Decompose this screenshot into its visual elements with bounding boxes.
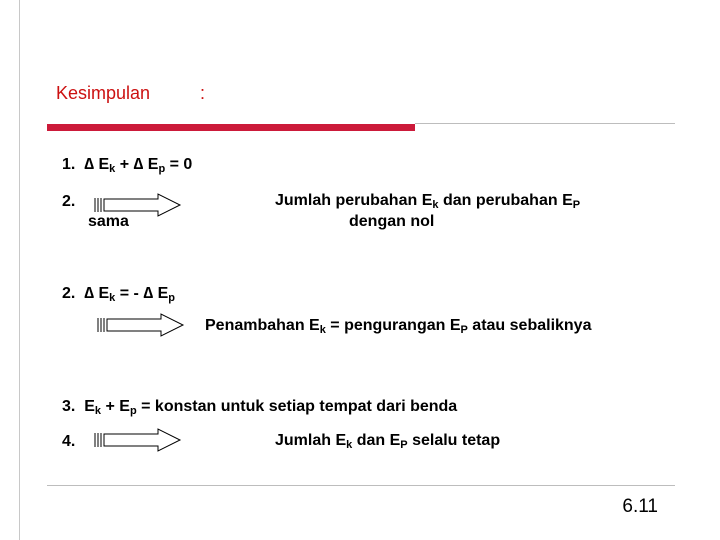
item-2a-desc-line2: dengan nol <box>349 213 435 230</box>
item-3: 3. $Ek + E_p$ = konstan untuk setiap tempat dari benda <box>62 398 458 417</box>
implies-arrow-icon <box>97 313 185 337</box>
title-underline-red <box>47 124 415 131</box>
item-1: 1. ∆ Ek + ∆ $E_p = 0$ <box>62 156 193 175</box>
delta-symbol: ∆ <box>84 285 95 302</box>
page-number: 6.11 <box>622 496 658 517</box>
item-2b-desc: Penambahan Ek = pengurangan $E_P$ atau sebaliknya <box>205 317 592 336</box>
delta-symbol: ∆ <box>143 285 154 302</box>
implies-arrow-icon <box>94 428 182 452</box>
item-4-number: 4. <box>62 433 76 450</box>
delta-symbol: ∆ <box>133 156 144 173</box>
footer-divider <box>47 485 675 486</box>
title-underline-gray <box>415 123 675 124</box>
item-2a-number: 2. <box>62 193 76 210</box>
item-number: 1. <box>62 156 76 173</box>
item-4-desc: Jumlah Ek dan $E_P$ selalu tetap <box>275 432 501 451</box>
title-colon: : <box>200 83 206 103</box>
item-number: 2. <box>62 285 76 302</box>
item-2a-sama: sama <box>88 213 129 230</box>
left-frame-line <box>19 0 20 540</box>
slide-title: Kesimpulan <box>56 83 151 103</box>
item-2b: 2. ∆ Ek = - ∆ $E_p$ <box>62 285 175 304</box>
item-number: 3. <box>62 398 76 415</box>
item-2a-desc-line1: Jumlah perubahan Ek dan perubahan $E_P$ <box>275 192 581 211</box>
delta-symbol: ∆ <box>84 156 95 173</box>
